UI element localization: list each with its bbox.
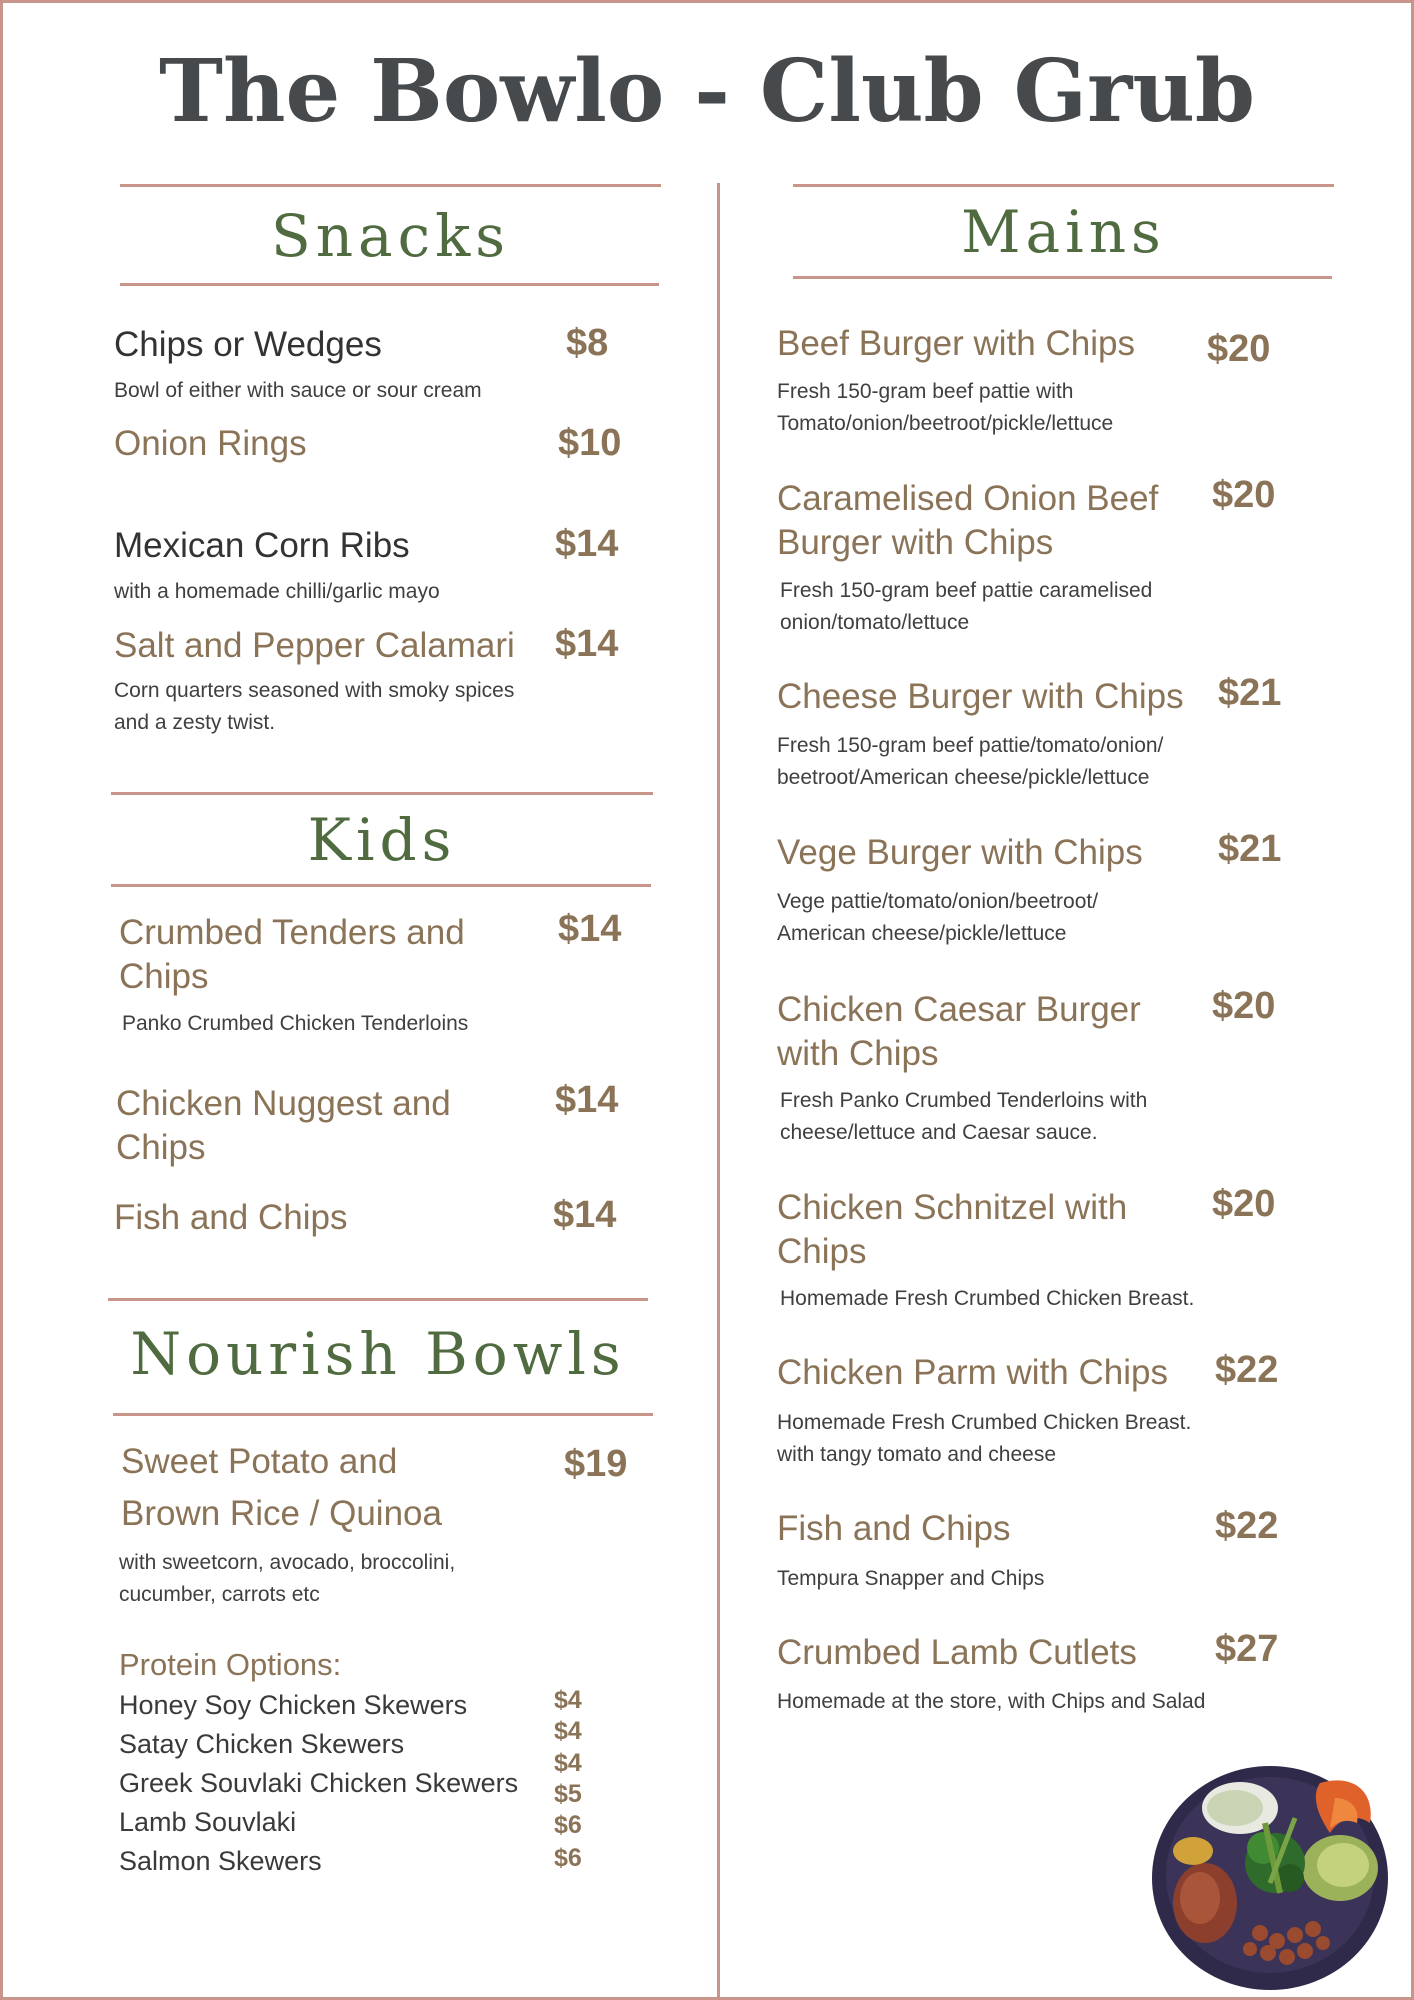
- kids-item-name: Crumbed Tenders and: [119, 913, 465, 952]
- mains-item-desc: Fresh 150-gram beef pattie/tomato/onion/: [777, 734, 1164, 757]
- nourish-bowl-image: [1145, 1753, 1395, 1993]
- column-divider: [717, 183, 720, 2000]
- mains-item-desc: Vege pattie/tomato/onion/beetroot/: [777, 890, 1099, 913]
- mains-item-name: Burger with Chips: [777, 523, 1054, 562]
- kids-item-desc: Panko Crumbed Chicken Tenderloins: [122, 1012, 469, 1035]
- mains-item-price: $27: [1215, 1628, 1279, 1670]
- bowls-heading: Nourish Bowls: [130, 1320, 626, 1388]
- snack-item-name: Salt and Pepper Calamari: [114, 626, 515, 665]
- mains-item-desc: American cheese/pickle/lettuce: [777, 922, 1067, 945]
- mains-item-desc: Homemade at the store, with Chips and Salad: [777, 1690, 1206, 1713]
- kids-item-name: Chicken Nuggest and: [116, 1084, 451, 1123]
- mains-heading: Mains: [961, 198, 1166, 266]
- mains-item-price: $20: [1212, 985, 1276, 1027]
- protein-option-name: Salmon Skewers: [119, 1846, 322, 1876]
- mains-bottom-rule: [793, 276, 1332, 279]
- mains-item-desc: beetroot/American cheese/pickle/lettuce: [777, 766, 1150, 789]
- snacks-heading: Snacks: [270, 202, 511, 270]
- snack-item-desc: Bowl of either with sauce or sour cream: [114, 379, 482, 402]
- kids-item-price: $14: [553, 1194, 617, 1236]
- kids-heading: Kids: [307, 806, 457, 874]
- mains-item-name: Chicken Schnitzel with: [777, 1188, 1128, 1227]
- mains-item-price: $21: [1218, 672, 1282, 714]
- mains-item-desc: Tempura Snapper and Chips: [777, 1567, 1045, 1590]
- snack-item-name: Mexican Corn Ribs: [114, 526, 410, 565]
- mains-item-desc: cheese/lettuce and Caesar sauce.: [780, 1121, 1098, 1144]
- protein-option-name: Greek Souvlaki Chicken Skewers: [119, 1768, 519, 1798]
- kids-item-price: $14: [558, 908, 622, 950]
- protein-option-name: Honey Soy Chicken Skewers: [119, 1690, 468, 1720]
- snack-item-desc: Corn quarters seasoned with smoky spices: [114, 679, 515, 702]
- bowl-item-desc: cucumber, carrots etc: [119, 1583, 320, 1606]
- mains-item-name: Fish and Chips: [777, 1509, 1011, 1548]
- mains-item-price: $21: [1218, 828, 1282, 870]
- protein-option-price: $6: [554, 1844, 582, 1872]
- menu-title: The Bowlo - Club Grub: [159, 41, 1255, 142]
- mains-item-name: Cheese Burger with Chips: [777, 677, 1184, 716]
- snacks-bottom-rule: [120, 283, 659, 286]
- protein-option-price: $4: [554, 1749, 582, 1777]
- mains-item-name: Chicken Caesar Burger: [777, 990, 1141, 1029]
- mains-item-name: Vege Burger with Chips: [777, 833, 1143, 872]
- kids-item-price: $14: [555, 1079, 619, 1121]
- protein-option-price: $5: [554, 1780, 582, 1808]
- mains-item-desc: onion/tomato/lettuce: [780, 611, 970, 634]
- kids-item-name: Fish and Chips: [114, 1198, 348, 1237]
- protein-option-price: $4: [554, 1686, 582, 1714]
- protein-option-name: Lamb Souvlaki: [119, 1807, 297, 1837]
- mains-item-name: Beef Burger with Chips: [777, 324, 1135, 363]
- bowl-item-name: Sweet Potato and: [121, 1442, 398, 1481]
- snack-item-price: $14: [555, 523, 619, 565]
- mains-item-desc: Tomato/onion/beetroot/pickle/lettuce: [777, 412, 1114, 435]
- snacks-top-rule: [120, 184, 661, 187]
- mains-item-price: $20: [1212, 1183, 1276, 1225]
- mains-item-price: $20: [1207, 328, 1271, 370]
- snack-item-price: $14: [555, 623, 619, 665]
- mains-item-desc: Fresh Panko Crumbed Tenderloins with: [780, 1089, 1148, 1112]
- snack-item-name: Onion Rings: [114, 424, 307, 463]
- protein-option-price: $6: [554, 1811, 582, 1839]
- mains-item-name: with Chips: [777, 1034, 939, 1073]
- kids-top-rule: [111, 792, 653, 795]
- snack-item-desc: with a homemade chilli/garlic mayo: [114, 580, 440, 603]
- mains-item-name: Caramelised Onion Beef: [777, 479, 1159, 518]
- bowl-item-name: Brown Rice / Quinoa: [121, 1494, 442, 1533]
- mains-item-desc: Fresh 150-gram beef pattie caramelised: [780, 579, 1153, 602]
- kids-bottom-rule: [111, 884, 651, 887]
- snack-item-price: $8: [566, 322, 609, 364]
- kids-item-name: Chips: [116, 1128, 206, 1167]
- mains-item-desc: with tangy tomato and cheese: [777, 1443, 1057, 1466]
- bowl-item-price: $19: [564, 1443, 628, 1485]
- mains-item-desc: Fresh 150-gram beef pattie with: [777, 380, 1074, 403]
- mains-item-desc: Homemade Fresh Crumbed Chicken Breast.: [777, 1411, 1192, 1434]
- bowls-top-rule: [108, 1298, 648, 1301]
- snack-item-name: Chips or Wedges: [114, 325, 382, 364]
- mains-item-price: $20: [1212, 474, 1276, 516]
- protein-option-price: $4: [554, 1717, 582, 1745]
- bowls-bottom-rule: [113, 1413, 653, 1416]
- protein-options-heading: Protein Options:: [119, 1647, 342, 1682]
- mains-top-rule: [793, 184, 1334, 187]
- mains-item-name: Chips: [777, 1232, 867, 1271]
- protein-option-name: Satay Chicken Skewers: [119, 1729, 405, 1759]
- snack-item-desc: and a zesty twist.: [114, 711, 276, 734]
- mains-item-name: Crumbed Lamb Cutlets: [777, 1633, 1137, 1672]
- bowl-item-desc: with sweetcorn, avocado, broccolini,: [119, 1551, 456, 1574]
- mains-item-desc: Homemade Fresh Crumbed Chicken Breast.: [780, 1287, 1195, 1310]
- mains-item-price: $22: [1215, 1349, 1279, 1391]
- snack-item-price: $10: [558, 422, 622, 464]
- mains-item-name: Chicken Parm with Chips: [777, 1353, 1168, 1392]
- kids-item-name: Chips: [119, 957, 209, 996]
- mains-item-price: $22: [1215, 1505, 1279, 1547]
